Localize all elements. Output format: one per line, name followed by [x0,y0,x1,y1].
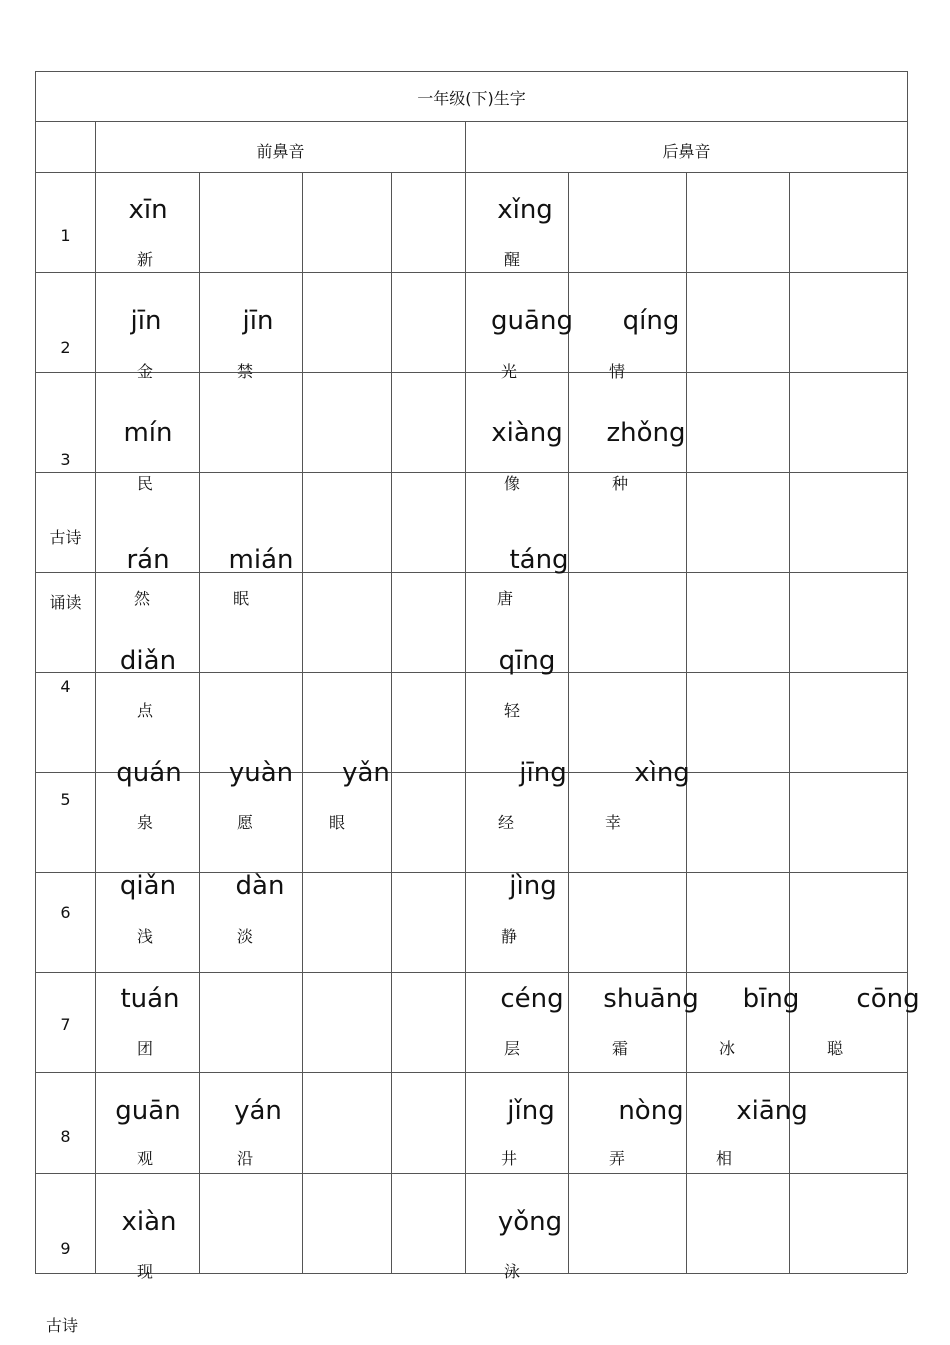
hanzi: 层 [503,1039,521,1058]
pinyin: cōng [856,984,920,1014]
pinyin: mín [123,418,173,448]
hanzi: 民 [136,474,154,493]
grid-line-vertical [95,121,96,1273]
grid-line-vertical [35,71,36,1273]
hanzi: 相 [715,1149,733,1168]
grid-line-horizontal [35,121,907,122]
pinyin: jīn [130,306,162,336]
grid-line-horizontal [35,172,907,173]
hanzi: 团 [136,1039,154,1058]
pinyin: diǎn [119,646,177,676]
hanzi: 情 [608,362,626,381]
grid-line-horizontal [35,472,907,473]
row-label: 7 [60,1015,71,1034]
pinyin: céng [500,984,564,1014]
pinyin: qīng [498,646,556,676]
pinyin: qíng [622,306,680,336]
row-label: 4 [60,677,71,696]
pinyin: quán [116,758,182,788]
pinyin: jǐng [507,1096,555,1126]
grid-line-horizontal [35,71,907,72]
row-label: 1 [60,226,71,245]
hanzi: 沿 [236,1149,254,1168]
pinyin: xìng [634,758,690,788]
pinyin: guān [115,1096,181,1126]
hanzi: 弄 [608,1149,626,1168]
row-label: 古诗 [49,528,82,547]
footer-label: 古诗 [46,1316,79,1335]
row-label: 9 [60,1239,71,1258]
pinyin: yǎn [342,758,390,788]
pinyin: yán [234,1096,282,1126]
hanzi: 禁 [236,362,254,381]
hanzi: 光 [500,362,518,381]
row-label: 6 [60,903,71,922]
pinyin: yuàn [228,758,294,788]
row-label: 5 [60,790,71,809]
pinyin: qiǎn [119,871,177,901]
grid-line-horizontal [35,1273,907,1274]
hanzi: 静 [500,927,518,946]
grid-line-horizontal [35,372,907,373]
pinyin: tuán [120,984,180,1014]
hanzi: 现 [136,1262,154,1281]
hanzi: 观 [136,1149,154,1168]
hanzi: 霜 [611,1039,629,1058]
hanzi: 聪 [826,1039,844,1058]
row-label: 3 [60,450,71,469]
grid-line-vertical [302,172,303,1273]
hanzi: 然 [133,589,151,608]
row-label: 8 [60,1127,71,1146]
pinyin: xǐng [497,195,553,225]
grid-line-horizontal [35,272,907,273]
pinyin: jīng [519,758,567,788]
hanzi: 井 [500,1149,518,1168]
grid-line-vertical [907,71,908,1273]
row-label: 诵读 [49,593,82,612]
hanzi: 新 [136,250,154,269]
pinyin: zhǒng [606,418,686,448]
pinyin: dàn [235,871,285,901]
hanzi: 金 [136,362,154,381]
hanzi: 种 [611,474,629,493]
grid-line-vertical [568,172,569,1273]
header-back-nasal: 后鼻音 [662,142,711,161]
pinyin: rán [126,545,170,575]
pinyin: jìng [509,871,557,901]
hanzi: 唐 [496,589,514,608]
hanzi: 淡 [236,927,254,946]
pinyin: nòng [618,1096,684,1126]
table-title: 一年级(下)生字 [417,89,526,108]
pinyin: bīng [742,984,800,1014]
grid-line-vertical [199,172,200,1273]
grid-line-horizontal [35,972,907,973]
hanzi: 愿 [236,813,254,832]
hanzi: 泉 [136,813,154,832]
hanzi: 经 [497,813,515,832]
hanzi: 泳 [503,1262,521,1281]
hanzi: 眠 [232,589,250,608]
grid-line-horizontal [35,1173,907,1174]
pinyin: guāng [491,306,573,336]
hanzi: 浅 [136,927,154,946]
grid-line-vertical [686,172,687,1273]
pinyin: shuāng [603,984,699,1014]
pinyin: xiàng [491,418,563,448]
grid-line-vertical [391,172,392,1273]
hanzi: 像 [503,474,521,493]
hanzi: 点 [136,701,154,720]
pinyin: xīn [128,195,168,225]
row-label: 2 [60,338,71,357]
grid-line-vertical [465,121,466,1273]
hanzi: 醒 [503,250,521,269]
hanzi: 冰 [718,1039,736,1058]
hanzi: 轻 [503,701,521,720]
pinyin: mián [228,545,294,575]
header-front-nasal: 前鼻音 [256,142,305,161]
pinyin: yǒng [497,1207,563,1237]
pinyin: xiāng [736,1096,808,1126]
pinyin: jīn [242,306,274,336]
hanzi: 幸 [604,813,622,832]
pinyin: xiàn [121,1207,177,1237]
hanzi: 眼 [328,813,346,832]
grid-line-horizontal [35,1072,907,1073]
pinyin: táng [509,545,569,575]
